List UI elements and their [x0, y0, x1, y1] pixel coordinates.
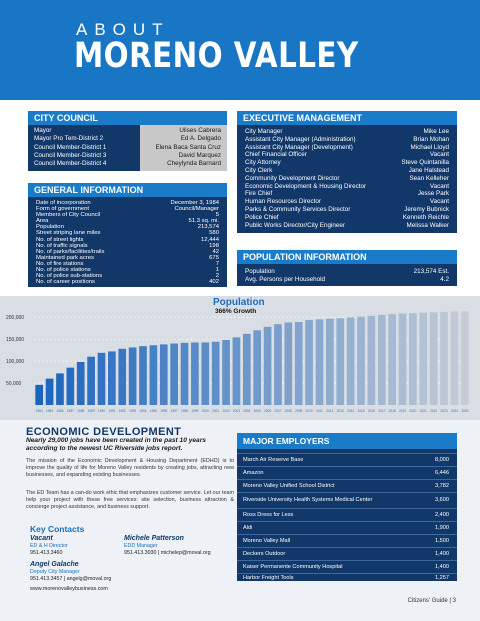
- row-value: Melissa Walker: [406, 221, 449, 229]
- council-role: Council Member-District 3: [34, 151, 107, 159]
- row-label: Population: [245, 268, 275, 275]
- info-row: [237, 175, 457, 183]
- info-row: [237, 144, 457, 152]
- x-tick-label: 1984: [35, 409, 43, 413]
- chart-subtitle: 366% Growth: [215, 308, 257, 315]
- row-label: No. of police sub-stations: [36, 273, 103, 280]
- row-label: No. of fire stations: [36, 260, 84, 267]
- employer-name: Harbor Freight Tools: [243, 575, 294, 582]
- info-row: [237, 151, 457, 159]
- info-row: [237, 159, 457, 167]
- council-role: Mayor: [34, 127, 52, 134]
- x-tick-label: 1992: [118, 409, 126, 413]
- info-row: [237, 214, 457, 222]
- employer-count: 1,900: [435, 524, 449, 531]
- council-member: David Marquez: [178, 151, 221, 159]
- row-label: Form of government: [36, 206, 90, 213]
- contact-role: Deputy City Manager: [30, 569, 80, 575]
- employer-row: [237, 521, 457, 534]
- bar-2023: [440, 312, 448, 405]
- employer-name: Deckers Outdoor: [243, 550, 286, 557]
- row-value: Vacant: [429, 182, 449, 190]
- info-row: [237, 222, 457, 230]
- bar-1990: [98, 353, 106, 405]
- x-tick-label: 2013: [336, 409, 344, 413]
- info-row: [237, 268, 457, 276]
- x-tick-label: 1985: [46, 409, 54, 413]
- council-member: Elena Baca Santa Cruz: [155, 143, 221, 151]
- x-tick-label: 1997: [170, 409, 178, 413]
- bar-2013: [336, 318, 344, 405]
- contact-info: 951.413.3030 | michelep@moval.org: [124, 549, 211, 556]
- bar-1996: [160, 344, 168, 405]
- contact-info: 951.413.3460: [30, 549, 63, 556]
- bar-2016: [368, 316, 376, 405]
- council-member: Cheylynda Barnard: [167, 160, 221, 168]
- bar-2000: [201, 342, 209, 405]
- employer-row: [237, 453, 457, 466]
- x-tick-label: 1987: [66, 409, 74, 413]
- bar-1987: [66, 368, 74, 405]
- x-tick-label: 2014: [347, 409, 355, 413]
- bar-2012: [326, 319, 334, 405]
- row-value: 42: [212, 248, 219, 255]
- employer-count: 1,257: [435, 575, 449, 582]
- row-value: December 3, 1984: [170, 200, 219, 206]
- employer-name: Aldi: [243, 524, 253, 531]
- bar-2011: [316, 319, 324, 405]
- city-council-panel: [28, 125, 140, 171]
- row-label: No. of traffic signals: [36, 242, 88, 249]
- x-tick-label: 2010: [305, 409, 313, 413]
- x-tick-label: 2025: [461, 409, 469, 413]
- chart-title: Population: [213, 297, 265, 308]
- row-value: Jane Halstead: [408, 166, 449, 174]
- council-member: Ed A. Delgado: [180, 135, 221, 143]
- employer-count: 1,400: [435, 563, 449, 570]
- econ-title: ECONOMIC DEVELOPMENT: [26, 426, 182, 438]
- row-label: Assistant City Manager (Development): [245, 143, 353, 151]
- employer-count: 2,400: [435, 511, 449, 518]
- executive-panel: [237, 125, 457, 233]
- contact-role: ED & H Director: [30, 543, 68, 549]
- contact-vacant: [30, 534, 68, 556]
- employer-name: Moreno Valley Mall: [243, 537, 291, 544]
- row-label: Maintained park acres: [36, 254, 94, 261]
- employers-header: MAJOR EMPLOYERS: [237, 433, 457, 449]
- info-row: [237, 190, 457, 198]
- x-tick-label: 2024: [450, 409, 458, 413]
- bar-1988: [77, 362, 85, 405]
- employer-name: Amazon: [243, 469, 264, 476]
- x-tick-label: 2022: [430, 409, 438, 413]
- x-tick-label: 2012: [326, 409, 334, 413]
- bar-1994: [139, 346, 147, 405]
- x-tick-label: 2008: [284, 409, 292, 413]
- bar-2008: [284, 322, 292, 405]
- bar-2021: [419, 313, 427, 405]
- x-tick-label: 2001: [212, 409, 220, 413]
- contact-role: EDD Manager: [124, 543, 158, 549]
- general-info-header: GENERAL INFORMATION: [28, 183, 227, 197]
- y-tick-label: 200,000: [6, 315, 25, 322]
- hero-subtitle: ABOUT: [76, 20, 170, 39]
- info-row: [237, 206, 457, 214]
- employer-row: [237, 560, 457, 573]
- y-tick-label: 150,000: [6, 337, 25, 344]
- council-role: Council Member-District 4: [34, 160, 107, 168]
- row-label: Assistant City Manager (Administration): [245, 135, 356, 143]
- row-label: Street striping lane miles: [36, 230, 101, 237]
- employer-count: 1,400: [435, 550, 449, 557]
- page-footer: Citizens' Guide | 3: [407, 598, 456, 604]
- employer-name: Moreno Valley Unified School District: [243, 482, 335, 489]
- employer-row: [237, 547, 457, 560]
- council-role: Mayor Pro Tem-District 2: [34, 135, 104, 143]
- contact-name: Michele Patterson: [124, 535, 184, 542]
- x-tick-label: 2005: [253, 409, 261, 413]
- row-label: Community Development Director: [245, 174, 340, 182]
- employer-row: [237, 479, 457, 492]
- row-value: 198: [209, 242, 219, 249]
- bar-1995: [150, 345, 158, 405]
- row-label: Avg. Persons per Household: [245, 276, 326, 283]
- employer-count: 1,500: [435, 537, 449, 544]
- bar-1985: [46, 379, 54, 405]
- row-value: 12,444: [200, 236, 219, 243]
- bar-2024: [451, 311, 459, 405]
- x-tick-label: 2016: [367, 409, 375, 413]
- x-tick-label: 2003: [232, 409, 240, 413]
- row-value: 4.2: [440, 276, 449, 283]
- row-label: Date of incorporation: [36, 200, 91, 206]
- x-tick-label: 1993: [129, 409, 137, 413]
- bar-1998: [181, 343, 189, 405]
- employer-count: 8,000: [435, 456, 449, 463]
- employer-name: March Air Reserve Base: [243, 456, 304, 463]
- city-council-header: CITY COUNCIL: [28, 111, 227, 125]
- row-value: Michael Lloyd: [410, 143, 449, 151]
- row-value: Jeremy Bubnick: [404, 205, 449, 213]
- hero-title: MORENO VALLEY: [74, 36, 359, 76]
- bar-2009: [295, 322, 303, 405]
- row-label: Public Works Director/City Engineer: [245, 221, 345, 229]
- x-tick-label: 2006: [264, 409, 272, 413]
- row-value: 213,574 Est.: [413, 268, 449, 275]
- row-value: 51.3 sq. mi.: [188, 218, 219, 225]
- row-value: 2: [215, 273, 219, 280]
- bar-2004: [243, 334, 251, 405]
- x-tick-label: 1996: [160, 409, 168, 413]
- row-value: Steve Quintanilla: [401, 159, 449, 167]
- x-tick-label: 1998: [180, 409, 189, 413]
- row-value: Council/Manager: [174, 206, 219, 213]
- info-row: [237, 198, 457, 206]
- y-tick-label: 100,000: [6, 359, 25, 366]
- website-link[interactable]: www.morenovalleybusiness.com: [30, 586, 108, 592]
- council-member: Ulises Cabrera: [179, 127, 221, 134]
- x-tick-label: 2018: [388, 409, 396, 413]
- econ-lead: Nearly 29,000 jobs have been created in the past 10 years according to the newest UC Riverside jobs report.: [26, 437, 206, 452]
- bar-1986: [56, 373, 64, 405]
- bar-2010: [305, 320, 313, 405]
- bar-1999: [191, 342, 199, 405]
- contact-angel: [30, 560, 111, 582]
- executive-header: EXECUTIVE MANAGEMENT: [237, 111, 457, 125]
- info-row: [237, 128, 457, 136]
- x-tick-label: 2020: [409, 409, 417, 413]
- bar-2005: [253, 330, 261, 405]
- y-tick-label: 50,000: [6, 381, 22, 388]
- row-label: No. of parks/facilities/trails: [36, 248, 105, 255]
- row-value: 5: [215, 212, 219, 219]
- x-tick-label: 2009: [295, 409, 303, 413]
- row-value: Mike Lee: [423, 128, 449, 135]
- bar-2007: [274, 324, 282, 405]
- employer-name: Kaiser Permanente Community Hospital: [243, 563, 343, 570]
- x-tick-label: 1990: [97, 409, 106, 413]
- row-label: City Clerk: [245, 166, 273, 174]
- row-label: No. of street lights: [36, 236, 84, 243]
- general-info-panel: [28, 197, 227, 287]
- key-contacts-title: Key Contacts: [30, 524, 85, 534]
- row-label: Fire Chief: [245, 190, 273, 198]
- bar-2006: [264, 327, 272, 405]
- contact-michele: [124, 534, 211, 556]
- x-tick-label: 2000: [201, 409, 209, 413]
- employer-name: Riverside University Health Systems Medical Center: [243, 497, 373, 504]
- row-value: Brian Mohan: [413, 135, 449, 143]
- x-tick-label: 2019: [398, 409, 407, 413]
- info-row: [28, 279, 227, 285]
- x-tick-label: 2015: [357, 409, 365, 413]
- bar-1993: [129, 347, 137, 405]
- bar-2022: [430, 312, 438, 405]
- bar-1997: [170, 344, 178, 405]
- employer-count: 3,600: [435, 497, 449, 504]
- x-tick-label: 1991: [108, 409, 116, 413]
- city-council-values: [140, 125, 227, 171]
- row-label: Members of City Council: [36, 212, 101, 219]
- employer-row: [237, 508, 457, 521]
- bar-1989: [87, 357, 95, 405]
- population-header: POPULATION INFORMATION: [237, 250, 457, 264]
- contact-name: Angel Galache: [30, 561, 79, 568]
- row-label: Economic Development & Housing Director: [245, 182, 367, 190]
- contact-name: Vacant: [30, 535, 53, 542]
- row-value: Vacant: [429, 151, 449, 159]
- x-tick-label: 2011: [316, 409, 323, 413]
- bar-2025: [461, 311, 469, 405]
- bar-2002: [222, 340, 230, 405]
- row-label: City Attorney: [245, 159, 281, 167]
- population-panel: [237, 264, 457, 286]
- row-value: 1: [215, 267, 219, 274]
- employer-row: [237, 573, 457, 583]
- bar-2017: [378, 315, 386, 405]
- econ-mission: The mission of the Economic Development & Housing Department (EDHD) is to improve the quality of life for Moreno Valley residents by creating jobs, attracting new businesses, and expanding existing businesses.: [26, 458, 234, 478]
- x-tick-label: 1995: [149, 409, 157, 413]
- row-value: 675: [209, 254, 219, 261]
- row-value: Sean Kelleher: [409, 174, 449, 182]
- row-value: Jesse Park: [417, 190, 449, 198]
- employer-count: 6,446: [435, 469, 449, 476]
- employer-count: 3,782: [435, 482, 449, 489]
- bar-2014: [347, 317, 355, 405]
- info-row: [237, 276, 457, 284]
- row-label: No. of career positions: [36, 279, 95, 286]
- row-value: Vacant: [429, 198, 449, 206]
- row-value: Kenneth Reichle: [402, 213, 449, 221]
- bar-2018: [388, 314, 396, 405]
- employer-name: Ross Dress for Less: [243, 511, 294, 518]
- bar-2019: [399, 314, 407, 405]
- x-tick-label: 2021: [419, 409, 427, 413]
- row-label: Population: [36, 224, 64, 231]
- info-row: [237, 167, 457, 175]
- x-tick-label: 1999: [191, 409, 199, 413]
- bar-2003: [233, 337, 241, 405]
- bar-2001: [212, 342, 220, 405]
- employer-row: [237, 534, 457, 547]
- row-label: City Manager: [245, 128, 283, 135]
- employer-row: [237, 492, 457, 508]
- econ-services: The ED Team has a can-do work ethic that emphasizes customer service. Let our team help your project with these free services: site selection, business attraction & concierge project assistance, and business support.: [26, 490, 234, 510]
- bar-1992: [118, 349, 126, 405]
- row-value: 402: [209, 279, 219, 286]
- row-label: Police Chief: [245, 213, 279, 221]
- x-tick-label: 2023: [440, 409, 448, 413]
- x-tick-label: 2017: [378, 409, 386, 413]
- bar-1984: [35, 385, 43, 405]
- row-label: Human Resources Director: [245, 198, 321, 206]
- bar-2015: [357, 317, 365, 405]
- row-value: 7: [215, 260, 219, 267]
- x-tick-label: 1988: [77, 409, 85, 413]
- info-row: [237, 183, 457, 191]
- employer-row: [237, 466, 457, 479]
- x-tick-label: 1989: [87, 409, 95, 413]
- row-label: Area: [36, 218, 49, 225]
- row-label: Parks & Community Services Director: [245, 205, 351, 213]
- info-row: [237, 136, 457, 144]
- bar-1991: [108, 351, 116, 405]
- x-tick-label: 2007: [274, 409, 282, 413]
- x-tick-label: 2004: [243, 409, 251, 413]
- row-label: No. of police stations: [36, 267, 91, 274]
- row-label: Chief Financial Officer: [245, 151, 307, 159]
- row-value: 213,574: [197, 224, 219, 231]
- x-tick-label: 1986: [56, 409, 64, 413]
- x-tick-label: 2002: [222, 409, 230, 413]
- x-tick-label: 1994: [139, 409, 147, 413]
- row-value: 580: [209, 230, 219, 237]
- council-role: Council Member-District 1: [34, 143, 107, 151]
- contact-info: 951.413.3457 | angelg@moval.org: [30, 575, 112, 582]
- bar-2020: [409, 313, 417, 405]
